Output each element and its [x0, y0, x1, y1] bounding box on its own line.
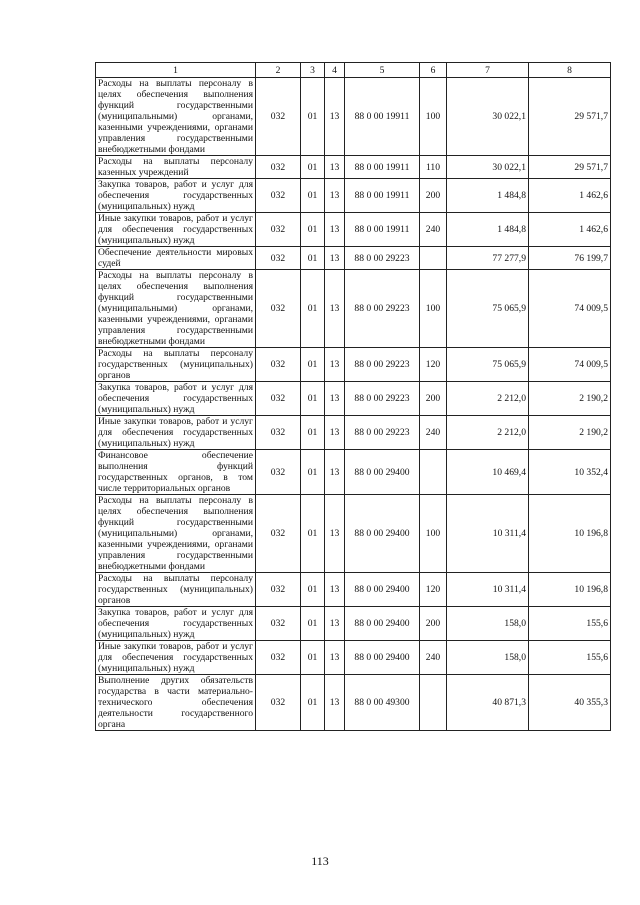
amount-approved-cell: 2 212,0	[447, 416, 529, 450]
section-code-cell: 01	[301, 382, 325, 416]
ministry-code-cell: 032	[256, 450, 301, 495]
header-cell: 3	[301, 63, 325, 78]
table-row	[96, 450, 611, 495]
subsection-code-cell: 13	[325, 247, 345, 270]
subsection-code-cell: 13	[325, 607, 345, 641]
amount-executed-cell: 1 462,6	[529, 213, 611, 247]
target-article-cell: 88 0 00 29400	[345, 607, 420, 641]
subsection-code-cell: 13	[325, 450, 345, 495]
ministry-code-cell: 032	[256, 495, 301, 573]
table-row	[96, 78, 611, 156]
amount-approved-cell: 30 022,1	[447, 78, 529, 156]
amount-executed-cell: 155,6	[529, 641, 611, 675]
expense-type-cell: 200	[420, 607, 447, 641]
amount-executed-cell: 40 355,3	[529, 675, 611, 731]
ministry-code-cell: 032	[256, 607, 301, 641]
table-row	[96, 179, 611, 213]
expense-type-cell	[420, 450, 447, 495]
target-article-cell: 88 0 00 29400	[345, 495, 420, 573]
target-article-cell: 88 0 00 49300	[345, 675, 420, 731]
subsection-code-cell: 13	[325, 416, 345, 450]
amount-approved-cell: 75 065,9	[447, 348, 529, 382]
target-article-cell: 88 0 00 19911	[345, 213, 420, 247]
page-number: 113	[311, 854, 329, 868]
section-code-cell: 01	[301, 348, 325, 382]
subsection-code-cell: 13	[325, 348, 345, 382]
header-cell: 1	[96, 63, 256, 78]
header-cell: 4	[325, 63, 345, 78]
table-row	[96, 382, 611, 416]
section-code-cell: 01	[301, 495, 325, 573]
amount-approved-cell: 158,0	[447, 641, 529, 675]
target-article-cell: 88 0 00 19911	[345, 179, 420, 213]
amount-approved-cell: 158,0	[447, 607, 529, 641]
amount-executed-cell: 29 571,7	[529, 156, 611, 179]
amount-executed-cell: 10 352,4	[529, 450, 611, 495]
ministry-code-cell: 032	[256, 675, 301, 731]
expense-type-cell: 240	[420, 641, 447, 675]
expense-type-cell: 120	[420, 573, 447, 607]
header-cell: 8	[529, 63, 611, 78]
header-cell: 5	[345, 63, 420, 78]
amount-executed-cell: 74 009,5	[529, 348, 611, 382]
amount-executed-cell: 76 199,7	[529, 247, 611, 270]
target-article-cell: 88 0 00 29400	[345, 573, 420, 607]
expense-type-cell	[420, 675, 447, 731]
section-code-cell: 01	[301, 78, 325, 156]
header-cell: 7	[447, 63, 529, 78]
row-name-cell: Обеспечение деятельности мировых судей	[96, 247, 256, 270]
amount-approved-cell: 10 469,4	[447, 450, 529, 495]
ministry-code-cell: 032	[256, 641, 301, 675]
subsection-code-cell: 13	[325, 573, 345, 607]
expense-type-cell: 200	[420, 382, 447, 416]
section-code-cell: 01	[301, 270, 325, 348]
table-row	[96, 675, 611, 731]
row-name-cell: Иные закупки товаров, работ и услуг для обеспечения государственных (муниципальных) нужд	[96, 416, 256, 450]
ministry-code-cell: 032	[256, 416, 301, 450]
amount-approved-cell: 30 022,1	[447, 156, 529, 179]
expense-type-cell: 100	[420, 78, 447, 156]
amount-approved-cell: 10 311,4	[447, 495, 529, 573]
row-name-cell: Расходы на выплаты персоналу в целях обеспечения выполнения функций государственными (муниципальными) органами, казенными учреждениями, органами управления государственными внебюджетными фондами	[96, 270, 256, 348]
target-article-cell: 88 0 00 19911	[345, 156, 420, 179]
table-row	[96, 416, 611, 450]
target-article-cell: 88 0 00 29223	[345, 247, 420, 270]
section-code-cell: 01	[301, 573, 325, 607]
subsection-code-cell: 13	[325, 641, 345, 675]
amount-executed-cell: 29 571,7	[529, 78, 611, 156]
ministry-code-cell: 032	[256, 213, 301, 247]
subsection-code-cell: 13	[325, 78, 345, 156]
amount-executed-cell: 2 190,2	[529, 382, 611, 416]
header-row	[96, 63, 611, 78]
section-code-cell: 01	[301, 416, 325, 450]
section-code-cell: 01	[301, 156, 325, 179]
row-name-cell: Закупка товаров, работ и услуг для обеспечения государственных (муниципальных) нужд	[96, 382, 256, 416]
section-code-cell: 01	[301, 179, 325, 213]
table-row	[96, 348, 611, 382]
section-code-cell: 01	[301, 607, 325, 641]
subsection-code-cell: 13	[325, 382, 345, 416]
amount-approved-cell: 2 212,0	[447, 382, 529, 416]
target-article-cell: 88 0 00 29223	[345, 382, 420, 416]
amount-approved-cell: 40 871,3	[447, 675, 529, 731]
section-code-cell: 01	[301, 247, 325, 270]
header-cell: 6	[420, 63, 447, 78]
subsection-code-cell: 13	[325, 213, 345, 247]
ministry-code-cell: 032	[256, 270, 301, 348]
row-name-cell: Иные закупки товаров, работ и услуг для обеспечения государственных (муниципальных) нужд	[96, 641, 256, 675]
subsection-code-cell: 13	[325, 270, 345, 348]
amount-executed-cell: 74 009,5	[529, 270, 611, 348]
subsection-code-cell: 13	[325, 179, 345, 213]
row-name-cell: Закупка товаров, работ и услуг для обеспечения государственных (муниципальных) нужд	[96, 607, 256, 641]
table-row	[96, 607, 611, 641]
expense-type-cell: 100	[420, 270, 447, 348]
target-article-cell: 88 0 00 29223	[345, 270, 420, 348]
expense-type-cell: 200	[420, 179, 447, 213]
ministry-code-cell: 032	[256, 382, 301, 416]
table-row	[96, 641, 611, 675]
subsection-code-cell: 13	[325, 156, 345, 179]
row-name-cell: Выполнение других обязательств государства в части материально-технического обеспечения деятельности государственного органа	[96, 675, 256, 731]
expense-type-cell	[420, 247, 447, 270]
row-name-cell: Иные закупки товаров, работ и услуг для обеспечения государственных (муниципальных) нужд	[96, 213, 256, 247]
target-article-cell: 88 0 00 19911	[345, 78, 420, 156]
target-article-cell: 88 0 00 29400	[345, 450, 420, 495]
table-row	[96, 270, 611, 348]
amount-approved-cell: 10 311,4	[447, 573, 529, 607]
header-cell: 2	[256, 63, 301, 78]
ministry-code-cell: 032	[256, 348, 301, 382]
row-name-cell: Закупка товаров, работ и услуг для обеспечения государственных (муниципальных) нужд	[96, 179, 256, 213]
row-name-cell: Расходы на выплаты персоналу государственных (муниципальных) органов	[96, 573, 256, 607]
ministry-code-cell: 032	[256, 573, 301, 607]
row-name-cell: Расходы на выплаты персоналу в целях обеспечения выполнения функций государственными (муниципальными) органами, казенными учреждениями, органами управления государственными внебюджетными фондами	[96, 78, 256, 156]
amount-executed-cell: 10 196,8	[529, 495, 611, 573]
amount-executed-cell: 1 462,6	[529, 179, 611, 213]
amount-approved-cell: 77 277,9	[447, 247, 529, 270]
row-name-cell: Расходы на выплаты персоналу в целях обеспечения выполнения функций государственными (муниципальными) органами, казенными учреждениями, органами управления государственными внебюджетными фондами	[96, 495, 256, 573]
section-code-cell: 01	[301, 675, 325, 731]
row-name-cell: Расходы на выплаты персоналу государственных (муниципальных) органов	[96, 348, 256, 382]
table-row	[96, 573, 611, 607]
table-row	[96, 156, 611, 179]
expense-type-cell: 240	[420, 416, 447, 450]
ministry-code-cell: 032	[256, 78, 301, 156]
row-name-cell: Расходы на выплаты персоналу казенных учреждений	[96, 156, 256, 179]
expense-type-cell: 120	[420, 348, 447, 382]
ministry-code-cell: 032	[256, 179, 301, 213]
amount-executed-cell: 155,6	[529, 607, 611, 641]
section-code-cell: 01	[301, 213, 325, 247]
section-code-cell: 01	[301, 641, 325, 675]
expense-type-cell: 100	[420, 495, 447, 573]
target-article-cell: 88 0 00 29223	[345, 416, 420, 450]
amount-approved-cell: 1 484,8	[447, 179, 529, 213]
target-article-cell: 88 0 00 29223	[345, 348, 420, 382]
section-code-cell: 01	[301, 450, 325, 495]
subsection-code-cell: 13	[325, 675, 345, 731]
table-row	[96, 495, 611, 573]
ministry-code-cell: 032	[256, 156, 301, 179]
ministry-code-cell: 032	[256, 247, 301, 270]
table-row	[96, 213, 611, 247]
table-row	[96, 247, 611, 270]
budget-table	[95, 62, 611, 731]
row-name-cell: Финансовое обеспечение выполнения функций государственных органов, в том числе территориальных органов	[96, 450, 256, 495]
expense-type-cell: 110	[420, 156, 447, 179]
subsection-code-cell: 13	[325, 495, 345, 573]
target-article-cell: 88 0 00 29400	[345, 641, 420, 675]
amount-executed-cell: 10 196,8	[529, 573, 611, 607]
expense-type-cell: 240	[420, 213, 447, 247]
amount-approved-cell: 1 484,8	[447, 213, 529, 247]
amount-approved-cell: 75 065,9	[447, 270, 529, 348]
amount-executed-cell: 2 190,2	[529, 416, 611, 450]
